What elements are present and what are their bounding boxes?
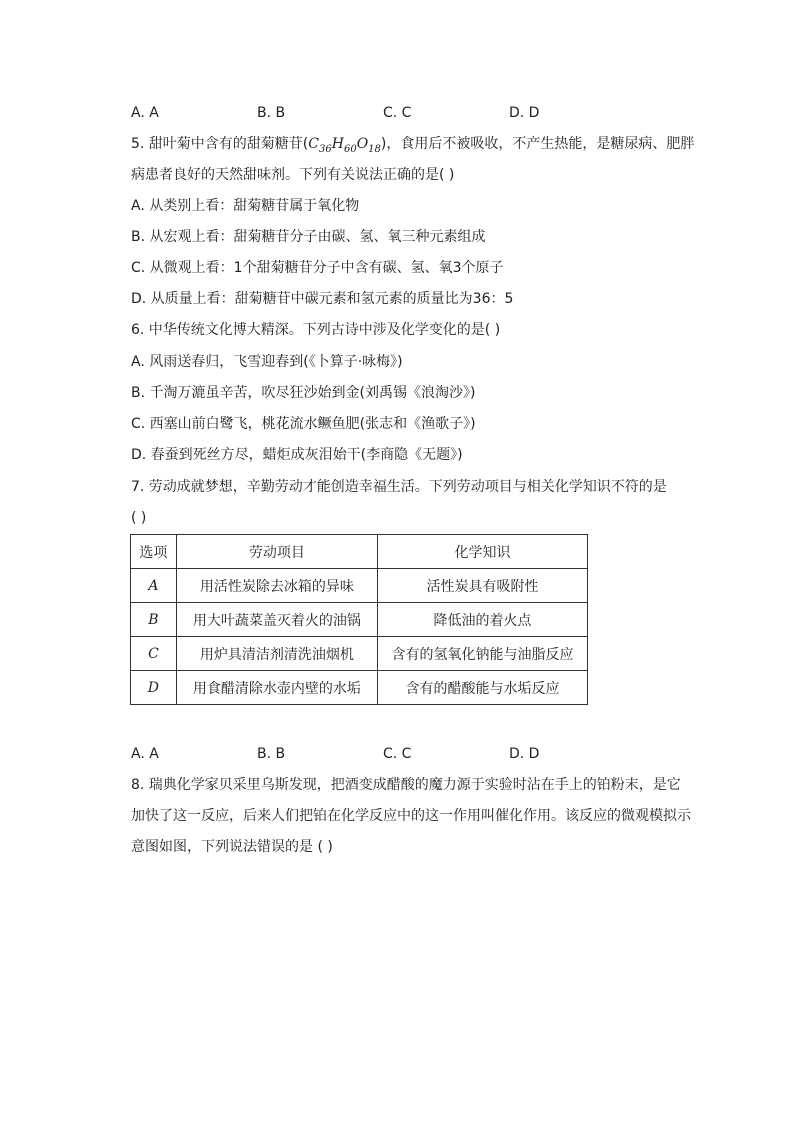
- q5-stem-pre: 5. 甜叶菊中含有的甜菊糖苷(: [131, 136, 309, 152]
- q7-cell-labor: 用大叶蔬菜盖灭着火的油锅: [176, 603, 377, 637]
- q6-option-d[interactable]: D. 春蚕到死丝方尽，蜡炬成灰泪始干(李商隐《无题》): [131, 447, 463, 463]
- q7-cell-labor: 用活性炭除去冰箱的异味: [176, 569, 377, 603]
- q4-option-d[interactable]: D. D: [509, 105, 540, 121]
- q7-header-option: 选项: [131, 535, 177, 569]
- q7-table-row: [131, 637, 588, 671]
- q6-option-a[interactable]: A. 风雨送春归，飞雪迎春到(《卜算子·咏梅》): [131, 354, 403, 370]
- q7-stem-line1: 7. 劳动成就梦想，辛勤劳动才能创造幸福生活。下列劳动项目与相关化学知识不符的是: [131, 479, 667, 495]
- q7-cell-knowledge: 含有的醋酸能与水垢反应: [377, 671, 587, 705]
- q5-option-d[interactable]: D. 从质量上看：甜菊糖苷中碳元素和氢元素的质量比为36：5: [131, 291, 514, 307]
- q7-cell-labor: 用炉具清洁剂清洗油烟机: [176, 637, 377, 671]
- q7-cell-option: C: [131, 637, 177, 671]
- q7-cell-option: D: [131, 671, 177, 705]
- q7-table-header-row: [131, 535, 588, 569]
- q6-option-b[interactable]: B. 千淘万漉虽辛苦，吹尽狂沙始到金(刘禹锡《浪淘沙》): [131, 385, 476, 401]
- q7-cell-knowledge: 活性炭具有吸附性: [377, 569, 587, 603]
- q5-formula: $C_{36}H_{60}O_{18}$: [308, 136, 381, 155]
- q7-cell-option: B: [131, 603, 177, 637]
- q5-option-a[interactable]: A. 从类别上看：甜菊糖苷属于氧化物: [131, 198, 360, 214]
- q4-option-b[interactable]: B. B: [257, 105, 286, 121]
- q6-option-c[interactable]: C. 西塞山前白鹭飞，桃花流水鳜鱼肥(张志和《渔歌子》): [131, 416, 476, 432]
- q7-header-knowledge: 化学知识: [377, 535, 587, 569]
- q4-option-c[interactable]: C. C: [383, 105, 412, 121]
- q7-option-c[interactable]: C. C: [383, 746, 412, 762]
- q7-option-a[interactable]: A. A: [131, 746, 159, 762]
- q5-option-c[interactable]: C. 从微观上看：1个甜菊糖苷分子中含有碳、氢、氧3个原子: [131, 260, 504, 276]
- q7-table-row: [131, 569, 588, 603]
- q5-option-b[interactable]: B. 从宏观上看：甜菊糖苷分子由碳、氢、氧三种元素组成: [131, 229, 486, 245]
- q7-options: [131, 744, 635, 764]
- q7-option-d[interactable]: D. D: [509, 746, 540, 762]
- q7-stem-line2: ( ): [131, 510, 147, 526]
- q7-table: [130, 534, 588, 705]
- q8-stem-line3: 意图如图，下列说法错误的是 ( ): [131, 839, 333, 855]
- q8-stem-line2: 加快了这一反应，后来人们把铂在化学反应中的这一作用叫催化作用。该反应的微观模拟示: [131, 808, 691, 824]
- q4-option-a[interactable]: A. A: [131, 105, 159, 121]
- q5-stem-line2: 病患者良好的天然甜味剂。下列有关说法正确的是( ): [131, 167, 455, 183]
- q7-table-row: [131, 671, 588, 705]
- q7-option-b[interactable]: B. B: [257, 746, 286, 762]
- q6-stem: 6. 中华传统文化博大精深。下列古诗中涉及化学变化的是( ): [131, 322, 501, 338]
- q8-stem-line1: 8. 瑞典化学家贝采里乌斯发现，把酒变成醋酸的魔力源于实验时沾在手上的铂粉末，是它: [131, 777, 681, 793]
- q5-stem-post: )，食用后不被吸收，不产生热能，是糖尿病、肥胖: [380, 136, 695, 152]
- q7-cell-option: A: [131, 569, 177, 603]
- q5-stem-line1: [131, 134, 694, 160]
- q7-cell-labor: 用食醋清除水壶内壁的水垢: [176, 671, 377, 705]
- q7-header-labor: 劳动项目: [176, 535, 377, 569]
- q4-options: [131, 103, 635, 123]
- q7-cell-knowledge: 降低油的着火点: [377, 603, 587, 637]
- q7-cell-knowledge: 含有的氢氧化钠能与油脂反应: [377, 637, 587, 671]
- q7-table-row: [131, 603, 588, 637]
